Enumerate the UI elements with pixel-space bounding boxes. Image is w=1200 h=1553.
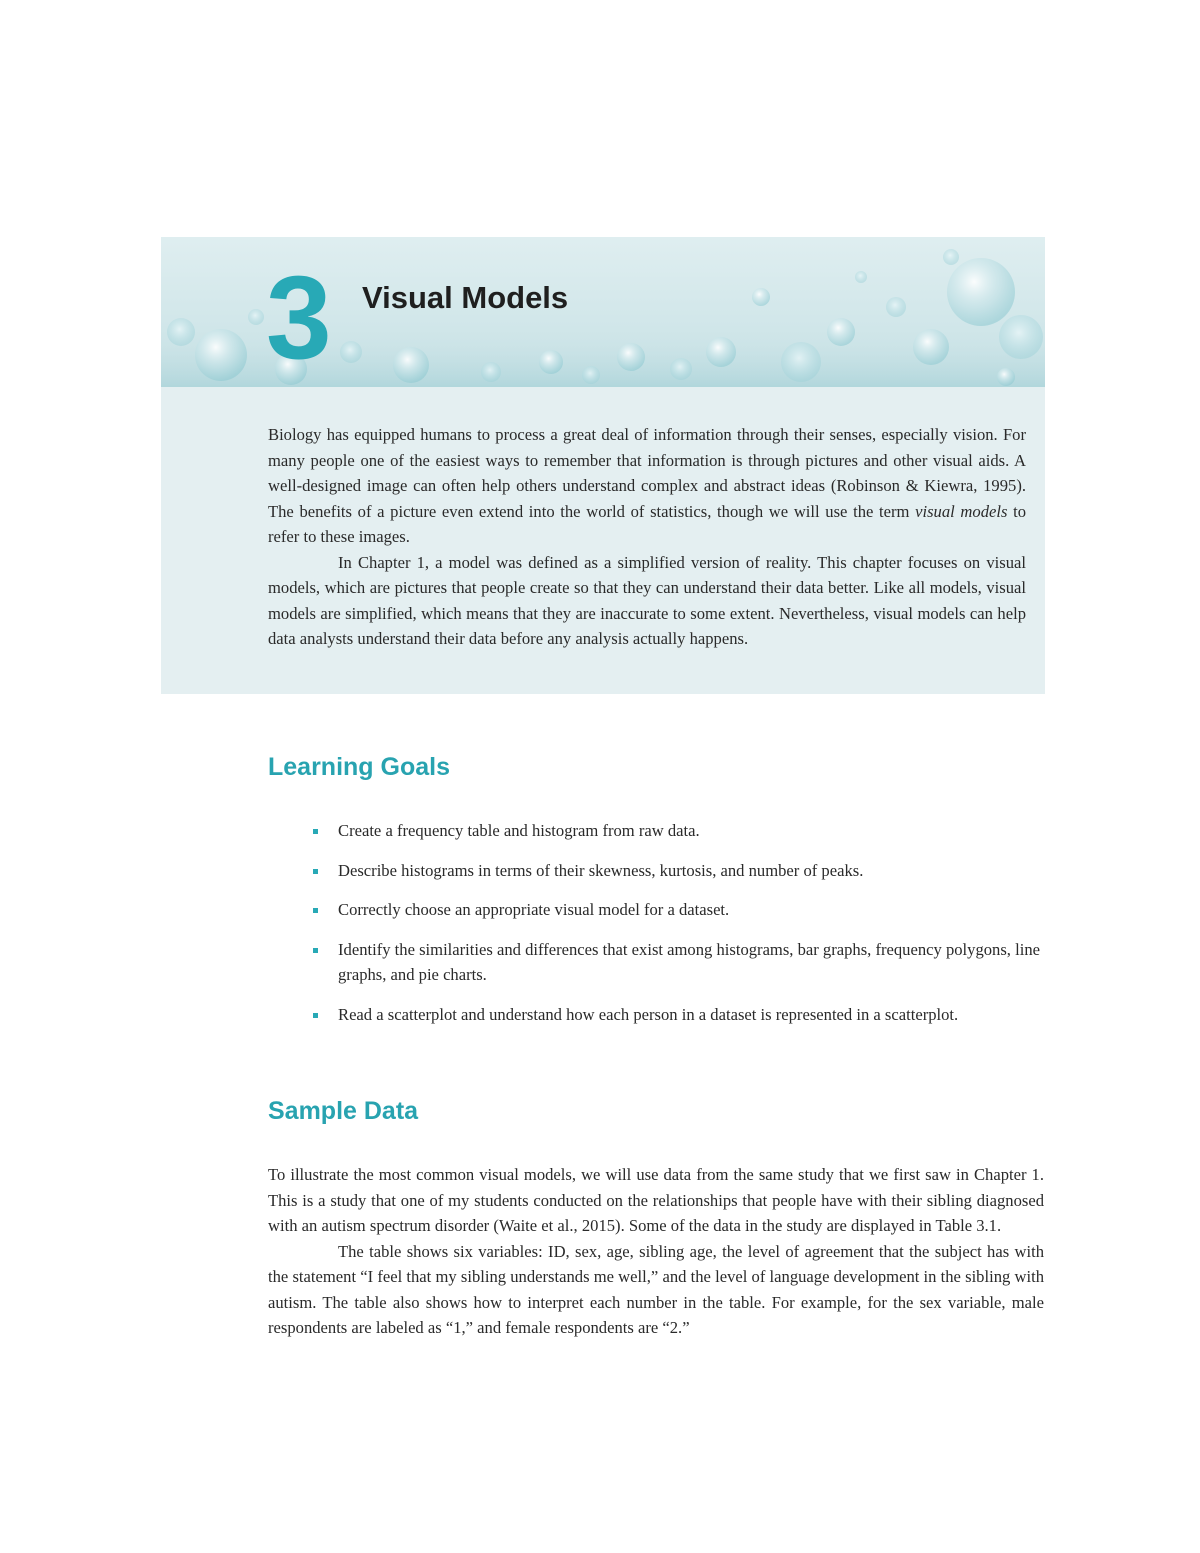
bullet-icon bbox=[313, 829, 318, 834]
learning-goals-heading: Learning Goals bbox=[268, 753, 450, 781]
list-item: Create a frequency table and histogram from raw data. bbox=[310, 818, 1050, 844]
bullet-icon bbox=[313, 1013, 318, 1018]
list-item: Identify the similarities and differences that exist among histograms, bar graphs, frequency polygons, line graphs, and pie charts. bbox=[310, 937, 1050, 988]
chapter-header bbox=[161, 237, 1045, 387]
chapter-number: 3 bbox=[266, 252, 330, 384]
intro-text bbox=[268, 422, 1026, 652]
list-item: Correctly choose an appropriate visual model for a dataset. bbox=[310, 897, 1050, 923]
sample-paragraph-2: The table shows six variables: ID, sex, age, sibling age, the level of agreement that the subject has with the statement “I feel that my sibling understands me well,” and the level of language development in the sibling with autism. The table also shows how to interpret each number in the table. For example, for the sex variable, male respondents are labeled as “1,” and female respondents are “2.” bbox=[268, 1241, 1044, 1337]
chapter-title: Visual Models bbox=[362, 280, 569, 315]
learning-goals-list bbox=[310, 818, 1050, 1041]
sample-data-text bbox=[268, 1162, 1044, 1341]
sample-paragraph-1: To illustrate the most common visual models, we will use data from the same study that we first saw in Chapter 1. This is a study that one of my students conducted on the relationships that people have with their sibling diagnosed with an autism spectrum disorder (Waite et al., 2015). Some of the data in the study are displayed in Table 3.1. bbox=[268, 1165, 1044, 1235]
intro-paragraph-2: In Chapter 1, a model was defined as a simplified version of reality. This chapter focuses on visual models, which are pictures that people create so that they can understand their data better. Like all models, visual models are simplified, which means that they are inaccurate to some extent. Nevertheless, visual models can help data analysts understand their data before any analysis actually happens. bbox=[268, 552, 1026, 648]
bullet-icon bbox=[313, 948, 318, 953]
list-item: Read a scatterplot and understand how each person in a dataset is represented in a scatterplot. bbox=[310, 1002, 1050, 1028]
intro-box bbox=[161, 387, 1045, 694]
intro-paragraph-1: Biology has equipped humans to process a great deal of information through their senses, especially vision. For many people one of the easiest ways to remember that information is through pictures and other visual aids. A well-designed image can often help others understand complex and abstract ideas (Robinson & Kiewra, 1995). The benefits of a picture even extend into the world of statistics, though we will use the term visual models to refer to these images. bbox=[268, 425, 1027, 546]
list-item: Describe histograms in terms of their skewness, kurtosis, and number of peaks. bbox=[310, 858, 1050, 884]
bullet-icon bbox=[313, 908, 318, 913]
visual-models-term: visual models bbox=[915, 501, 1008, 521]
bullet-icon bbox=[313, 869, 318, 874]
sample-data-heading: Sample Data bbox=[268, 1097, 419, 1125]
